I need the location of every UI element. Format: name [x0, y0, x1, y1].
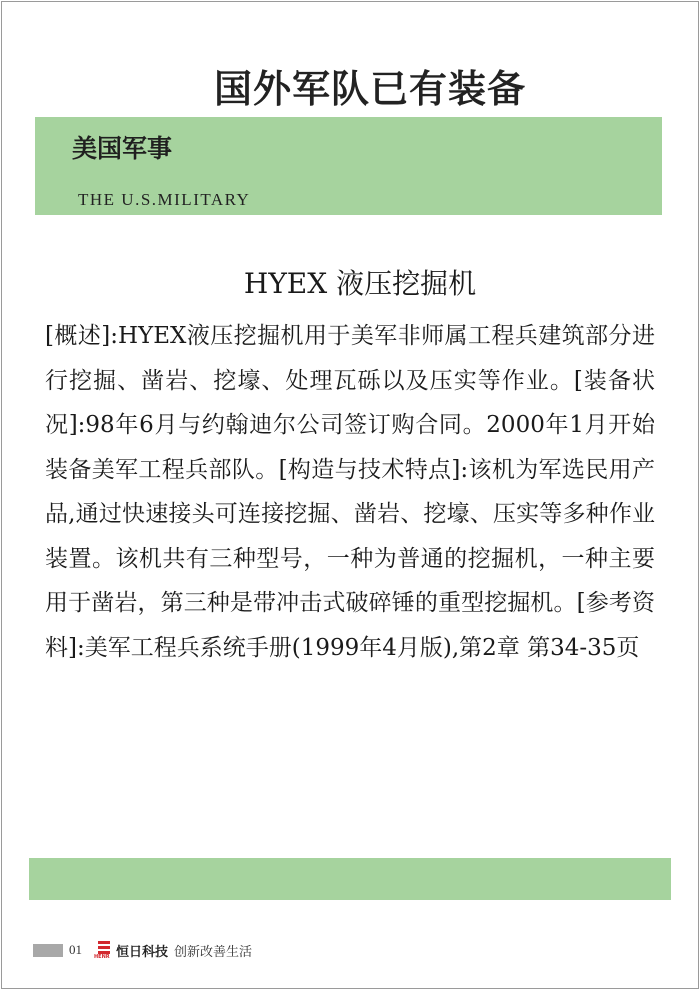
footer-bar	[29, 858, 671, 900]
page-tab-marker	[33, 944, 63, 957]
section-subtitle: THE U.S.MILITARY	[78, 190, 251, 209]
logo-wordmark: HENR	[94, 954, 110, 960]
page-number: 01	[69, 942, 82, 957]
company-name: 恒日科技	[116, 944, 169, 960]
section-title: 美国军事	[72, 134, 173, 163]
article-body: [概述]:HYEX液压挖掘机用于美军非师属工程兵建筑部分进行挖掘、凿岩、挖壕、处理瓦砾以及压实等作业。[装备状况]:98年6月与约翰迪尔公司签订购合同。2000年1月开始装备美军工程兵部队。[构造与技术特点]:该机为军选民用产品,通过快速接头可连接挖掘、凿岩、挖壕、压实等多种作业装置。该机共有三种型号，一种为普通的挖掘机，一种主要用于凿岩，第三种是带冲击式破碎锤的重型挖掘机。[参考资料]:美军工程兵系统手册(1999年4月版),第2章 第34-35页	[45, 323, 655, 661]
page-title: 国外军队已有装备	[213, 67, 526, 111]
page-footer	[33, 940, 252, 960]
article-title: HYEX 液压挖掘机	[243, 267, 477, 300]
section-banner	[35, 117, 662, 215]
company-slogan: 创新改善生活	[174, 944, 253, 960]
henr-logo-icon	[96, 941, 112, 959]
